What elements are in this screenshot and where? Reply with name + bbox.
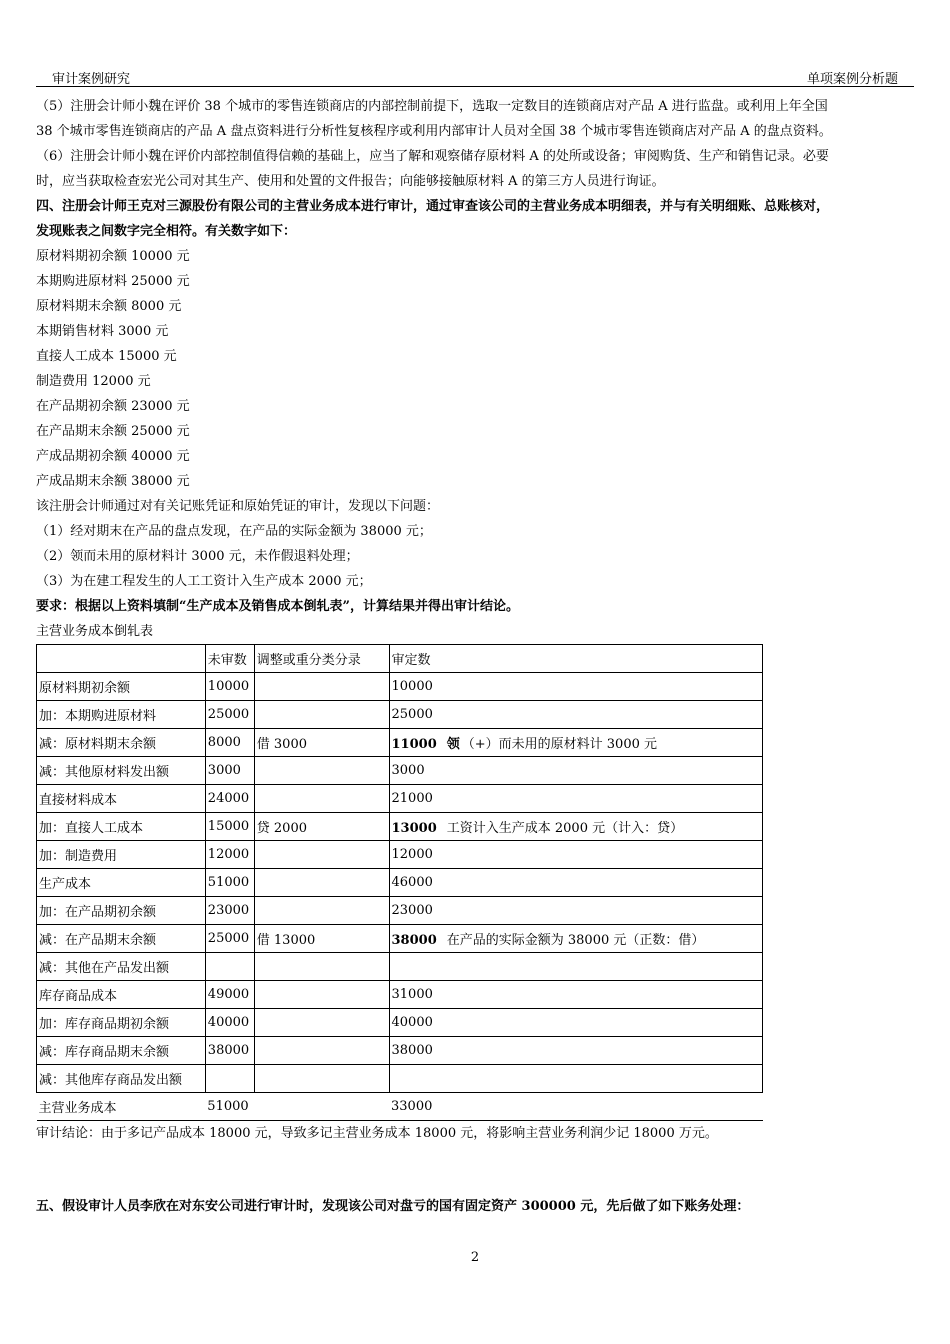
adjustment-cell	[254, 1093, 389, 1121]
row-item-cell: 加：在产品期初余额	[37, 897, 206, 925]
audit-conclusion: 审计结论：由于多记产品成本 18000 元，导致多记主营业务成本 18000 元，将影响主营业务利润少记 18000 万元。	[36, 1126, 718, 1141]
adjustment-cell: 借 13000	[254, 925, 389, 953]
unaudited-cell: 38000	[205, 1037, 254, 1065]
unaudited-cell: 51000	[205, 1093, 254, 1121]
audited-value: 25000	[391, 707, 433, 722]
audited-cell	[389, 841, 762, 869]
table-row	[37, 673, 763, 701]
audited-cell	[389, 673, 762, 701]
table-row	[37, 841, 763, 869]
row-item-cell: 库存商品成本	[37, 981, 206, 1009]
table-row	[37, 1037, 763, 1065]
issue-item: （2）领而未用的原材料计 3000 元，未作假退料处理；	[36, 549, 359, 564]
row-item-cell: 加：直接人工成本	[37, 813, 206, 841]
unaudited-cell: 40000	[205, 1009, 254, 1037]
audited-cell	[389, 1093, 762, 1121]
audited-value: 13000	[391, 821, 437, 836]
header-divider	[36, 86, 914, 87]
table-row	[37, 925, 763, 953]
audited-value: 31000	[391, 987, 433, 1002]
table-row	[37, 953, 763, 981]
table-row	[37, 981, 763, 1009]
unaudited-cell: 49000	[205, 981, 254, 1009]
audited-note-bold: 领	[446, 737, 460, 752]
row-item-cell: 加：库存商品期初余额	[37, 1009, 206, 1037]
page-number: 2	[470, 1250, 480, 1265]
audited-cell	[389, 1065, 762, 1093]
figure-line: 原材料期初余额 10000 元	[36, 249, 190, 264]
row-item-cell: 原材料期初余额	[37, 673, 206, 701]
unaudited-cell	[205, 953, 254, 981]
unaudited-cell: 51000	[205, 869, 254, 897]
audited-note: （+）而未用的原材料计 3000 元	[461, 737, 658, 752]
issues-intro: 该注册会计师通过对有关记账凭证和原始凭证的审计，发现以下问题：	[36, 499, 440, 514]
adjustment-cell	[254, 673, 389, 701]
header-left-title: 审计案例研究	[52, 72, 131, 87]
table-row	[37, 701, 763, 729]
figure-line: 产成品期末余额 38000 元	[36, 474, 190, 489]
audited-value: 3000	[391, 763, 425, 778]
section4-title-cont: 发现账表之间数字完全相符。有关数字如下：	[36, 224, 297, 239]
table-row	[37, 757, 763, 785]
table-row	[37, 869, 763, 897]
audited-value: 38000	[391, 933, 437, 948]
unaudited-cell: 23000	[205, 897, 254, 925]
header-cell: 未审数	[205, 645, 254, 673]
header-cell	[37, 645, 206, 673]
figure-line: 本期购进原材料 25000 元	[36, 274, 190, 289]
unaudited-cell: 10000	[205, 673, 254, 701]
adjustment-cell	[254, 785, 389, 813]
header-cell: 审定数	[389, 645, 762, 673]
table-row	[37, 1093, 763, 1121]
issue-item: （3）为在建工程发生的人工工资计入生产成本 2000 元；	[36, 574, 372, 589]
adjustment-cell: 借 3000	[254, 729, 389, 757]
header-cell: 调整或重分类分录	[254, 645, 389, 673]
figure-line: 产成品期初余额 40000 元	[36, 449, 190, 464]
audited-value: 10000	[391, 679, 433, 694]
audited-cell	[389, 1009, 762, 1037]
unaudited-cell: 12000	[205, 841, 254, 869]
audited-cell	[389, 813, 762, 841]
row-item-cell: 减：其他库存商品发出额	[37, 1065, 206, 1093]
audited-value: 11000	[391, 737, 437, 752]
spacer	[36, 1146, 916, 1194]
row-item-cell: 主营业务成本	[37, 1093, 206, 1121]
audited-note: 在产品的实际金额为 38000 元（正数：借）	[446, 933, 705, 948]
adjustment-cell	[254, 981, 389, 1009]
audited-cell	[389, 729, 762, 757]
adjustment-cell	[254, 841, 389, 869]
audited-value: 23000	[391, 903, 433, 918]
figure-line: 在产品期初余额 23000 元	[36, 399, 190, 414]
adjustment-cell	[254, 897, 389, 925]
audited-cell	[389, 701, 762, 729]
audited-value: 33000	[391, 1099, 433, 1114]
unaudited-cell	[205, 1065, 254, 1093]
unaudited-cell: 3000	[205, 757, 254, 785]
page-content	[36, 94, 916, 1219]
paragraph: （6）注册会计师小魏在评价内部控制值得信赖的基础上，应当了解和观察储存原材料 A 的处所或设备；审阅购货、生产和销售记录。必要	[36, 149, 829, 164]
unaudited-cell: 8000	[205, 729, 254, 757]
figure-line: 在产品期末余额 25000 元	[36, 424, 190, 439]
paragraph: （5）注册会计师小魏在评价 38 个城市的零售连锁商店的内部控制前提下，选取一定数目的连锁商店对产品 A 进行监盘。或利用上年全国	[36, 99, 828, 114]
adjustment-cell	[254, 1009, 389, 1037]
row-item-cell: 减：原材料期末余额	[37, 729, 206, 757]
table-row	[37, 1065, 763, 1093]
row-item-cell: 加：本期购进原材料	[37, 701, 206, 729]
row-item-cell: 加：制造费用	[37, 841, 206, 869]
adjustment-cell	[254, 953, 389, 981]
audited-cell	[389, 869, 762, 897]
row-item-cell: 生产成本	[37, 869, 206, 897]
header-right-title: 单项案例分析题	[806, 72, 898, 87]
row-item-cell: 减：其他在产品发出额	[37, 953, 206, 981]
audited-note: 工资计入生产成本 2000 元（计入：贷）	[446, 821, 684, 836]
figure-line: 本期销售材料 3000 元	[36, 324, 169, 339]
cost-reconciliation-table	[36, 644, 763, 1121]
row-item-cell: 减：其他原材料发出额	[37, 757, 206, 785]
table-body	[37, 645, 763, 1121]
audited-cell	[389, 925, 762, 953]
issue-item: （1）经对期末在产品的盘点发现，在产品的实际金额为 38000 元；	[36, 524, 432, 539]
figure-line: 直接人工成本 15000 元	[36, 349, 177, 364]
section5-title: 五、假设审计人员李欣在对东安公司进行审计时，发现该公司对盘亏的国有固定资产 300000 元，先后做了如下账务处理：	[36, 1199, 750, 1214]
table-row	[37, 813, 763, 841]
table-header-row	[37, 645, 763, 673]
adjustment-cell	[254, 1065, 389, 1093]
figure-line: 原材料期末余额 8000 元	[36, 299, 182, 314]
adjustment-cell	[254, 869, 389, 897]
requirement: 要求：根据以上资料填制“生产成本及销售成本倒轧表”，计算结果并得出审计结论。	[36, 599, 519, 614]
unaudited-cell: 25000	[205, 701, 254, 729]
audited-value: 38000	[391, 1043, 433, 1058]
table-caption: 主营业务成本倒轧表	[36, 624, 154, 639]
paragraph: 38 个城市零售连锁商店的产品 A 盘点资料进行分析性复核程序或利用内部审计人员对全国 38 个城市零售连锁商店对产品 A 的盘点资料。	[36, 124, 832, 139]
adjustment-cell	[254, 1037, 389, 1065]
table-row	[37, 897, 763, 925]
row-item-cell: 减：在产品期末余额	[37, 925, 206, 953]
audited-cell	[389, 757, 762, 785]
paragraph: 时，应当获取检查宏光公司对其生产、使用和处置的文件报告；向能够接触原材料 A 的第三方人员进行询证。	[36, 174, 665, 189]
figure-line: 制造费用 12000 元	[36, 374, 151, 389]
audited-value: 40000	[391, 1015, 433, 1030]
adjustment-cell: 贷 2000	[254, 813, 389, 841]
table-row	[37, 785, 763, 813]
table-row	[37, 1009, 763, 1037]
audited-value: 21000	[391, 791, 433, 806]
audited-cell	[389, 897, 762, 925]
adjustment-cell	[254, 701, 389, 729]
audited-value: 46000	[391, 875, 433, 890]
table-row	[37, 729, 763, 757]
unaudited-cell: 24000	[205, 785, 254, 813]
audited-cell	[389, 953, 762, 981]
unaudited-cell: 25000	[205, 925, 254, 953]
adjustment-cell	[254, 757, 389, 785]
section4-title: 四、注册会计师王克对三源股份有限公司的主营业务成本进行审计，通过审查该公司的主营业务成本明细表，并与有关明细账、总账核对，	[36, 199, 830, 214]
audited-cell	[389, 1037, 762, 1065]
row-item-cell: 直接材料成本	[37, 785, 206, 813]
audited-cell	[389, 785, 762, 813]
unaudited-cell: 15000	[205, 813, 254, 841]
audited-cell	[389, 981, 762, 1009]
row-item-cell: 减：库存商品期末余额	[37, 1037, 206, 1065]
audited-value: 12000	[391, 847, 433, 862]
